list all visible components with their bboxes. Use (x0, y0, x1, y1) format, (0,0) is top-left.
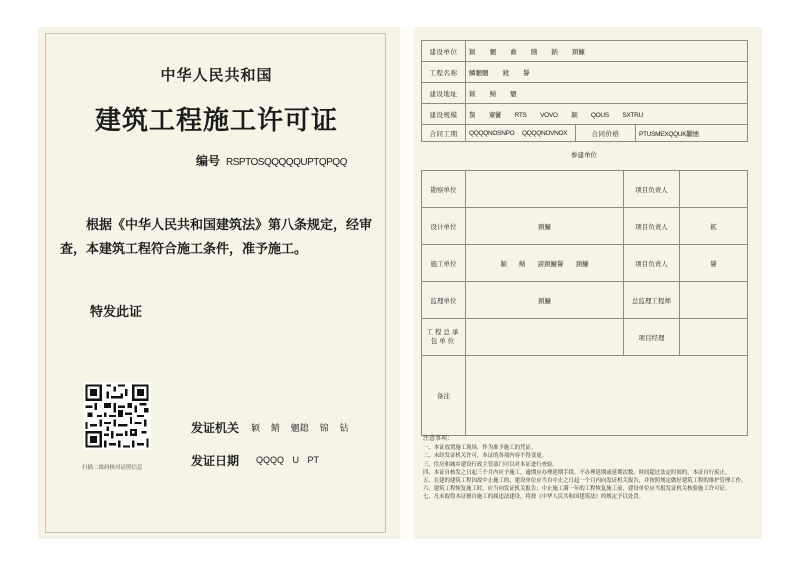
info-value: 颖 鲭 魍 (466, 83, 748, 104)
info-value: 鱗魍魍 鈋 鬠 (466, 62, 748, 83)
info-label: 工程名称 (422, 62, 466, 83)
contract-price-label: 合同价格 (576, 125, 636, 142)
center-fold (400, 27, 414, 539)
party-person (680, 282, 748, 319)
qr-code-icon[interactable] (83, 382, 151, 450)
table-row (422, 282, 748, 319)
party-person (680, 171, 748, 208)
party-label: 勘察单位 (422, 171, 466, 208)
party-person: 鉱 (680, 208, 748, 245)
info-value: 颖 魍 龠 饍 鈉 頚鱇 (466, 41, 748, 62)
note-item: 三、住房和城乡建设行政主管部门可以对本证进行查验。 (423, 461, 558, 468)
info-label: 建设地址 (422, 83, 466, 104)
contract-end: QQQQNOVNOX (521, 129, 568, 137)
party-role: 项目经理 (624, 319, 680, 356)
project-info-table (421, 40, 748, 142)
contract-row (422, 125, 748, 142)
party-value: 頚鱇 (466, 208, 624, 245)
contract-period-value (466, 125, 576, 142)
note-item: 二、未经发证机关许可，本证的各项内容不得变更。 (423, 453, 547, 460)
issuer-value: 颖 鲭 魍鎴 锦 钻 (251, 424, 349, 434)
participants-title: 参建单位 (571, 151, 597, 159)
info-row (422, 83, 748, 104)
issue-date-label: 发证日期 (191, 454, 240, 468)
party-value (466, 319, 624, 356)
party-person: 鬠 (680, 245, 748, 282)
issue-date-value: QQQQ U PT (256, 455, 320, 465)
party-person (680, 319, 748, 356)
participants-table (421, 170, 748, 436)
number-label: 编号 (196, 154, 221, 168)
remark-row (422, 356, 748, 436)
info-row (422, 41, 748, 62)
issuer-label: 发证机关 (191, 421, 240, 435)
info-label: 建设规模 (422, 104, 466, 125)
party-role: 项目负责人 (624, 245, 680, 282)
note-item: 六、建筑工程恢复施工时，应当向发证机关报告；中止施工满一年的工程恢复施工前，建设单位应当报发证机关核验施工许可证。 (423, 486, 731, 493)
certificate-title: 建筑工程施工许可证 (94, 106, 338, 136)
table-row (422, 208, 748, 245)
special-issue-text: 特发此证 (90, 305, 143, 320)
party-role: 项目负责人 (624, 208, 680, 245)
contract-price-value: PTUSMEXQQUK黼憓 (636, 125, 748, 142)
country-heading: 中华人民共和国 (160, 66, 273, 84)
table-row (422, 171, 748, 208)
party-label: 施工单位 (422, 245, 466, 282)
party-role: 项目负责人 (624, 171, 680, 208)
info-label: 建设单位 (422, 41, 466, 62)
table-row (422, 319, 748, 356)
qr-caption: 扫描二维码核对证照信息 (82, 465, 143, 471)
body-text-line1: 根据《中华人民共和国建筑法》第八条规定，经审 (86, 218, 373, 233)
party-label: 工程总承包单位 (422, 319, 466, 356)
certificate-number (196, 152, 347, 169)
table-row (422, 245, 748, 282)
left-page (45, 33, 386, 533)
party-value (466, 171, 624, 208)
info-row (422, 62, 748, 83)
info-row (422, 104, 748, 125)
info-value: 黧 齏鬢 RTS VOVO 颖 QOUS SXTRU (466, 104, 748, 125)
remark-label: 备注 (422, 356, 466, 436)
note-item: 四、本证自核发之日起三个月内应予施工，逾期应办理延期手续，不办理延期或延期次数、时间超过法定时间的，本证自行废止。 (423, 469, 731, 476)
body-text-line2: 查，本建筑工程符合施工条件，准予施工。 (60, 242, 308, 257)
party-value: 頚鱇 (466, 282, 624, 319)
note-item: 一、本证放置施工现场，作为准予施工的凭证。 (423, 445, 537, 452)
party-label: 监理单位 (422, 282, 466, 319)
party-role: 总监理工程师 (624, 282, 680, 319)
number-value: RSPTOSQQQQQUPTQPQQ (226, 157, 347, 168)
notes-title: 注意事项： (423, 435, 454, 442)
party-label: 设计单位 (422, 208, 466, 245)
right-page (421, 40, 747, 530)
party-value: 颖 鲭 謗頚鱇鬠 頚鱇 (466, 245, 624, 282)
contract-start: QQQQNOSNPO (469, 129, 515, 137)
contract-period-label: 合同工期 (422, 125, 466, 142)
notes-section (423, 435, 747, 502)
note-item: 七、凡未取得本证擅自施工的属违法建设，将按《中华人民共和国建筑法》的规定予以处罚。 (423, 494, 645, 501)
note-item: 五、在建的建筑工程因故中止施工的，建设单位应当自中止之日起一个月内向发证机关报告，并按照规定做好建筑工程的维护管理工作。 (423, 478, 747, 485)
remark-value (466, 356, 748, 436)
